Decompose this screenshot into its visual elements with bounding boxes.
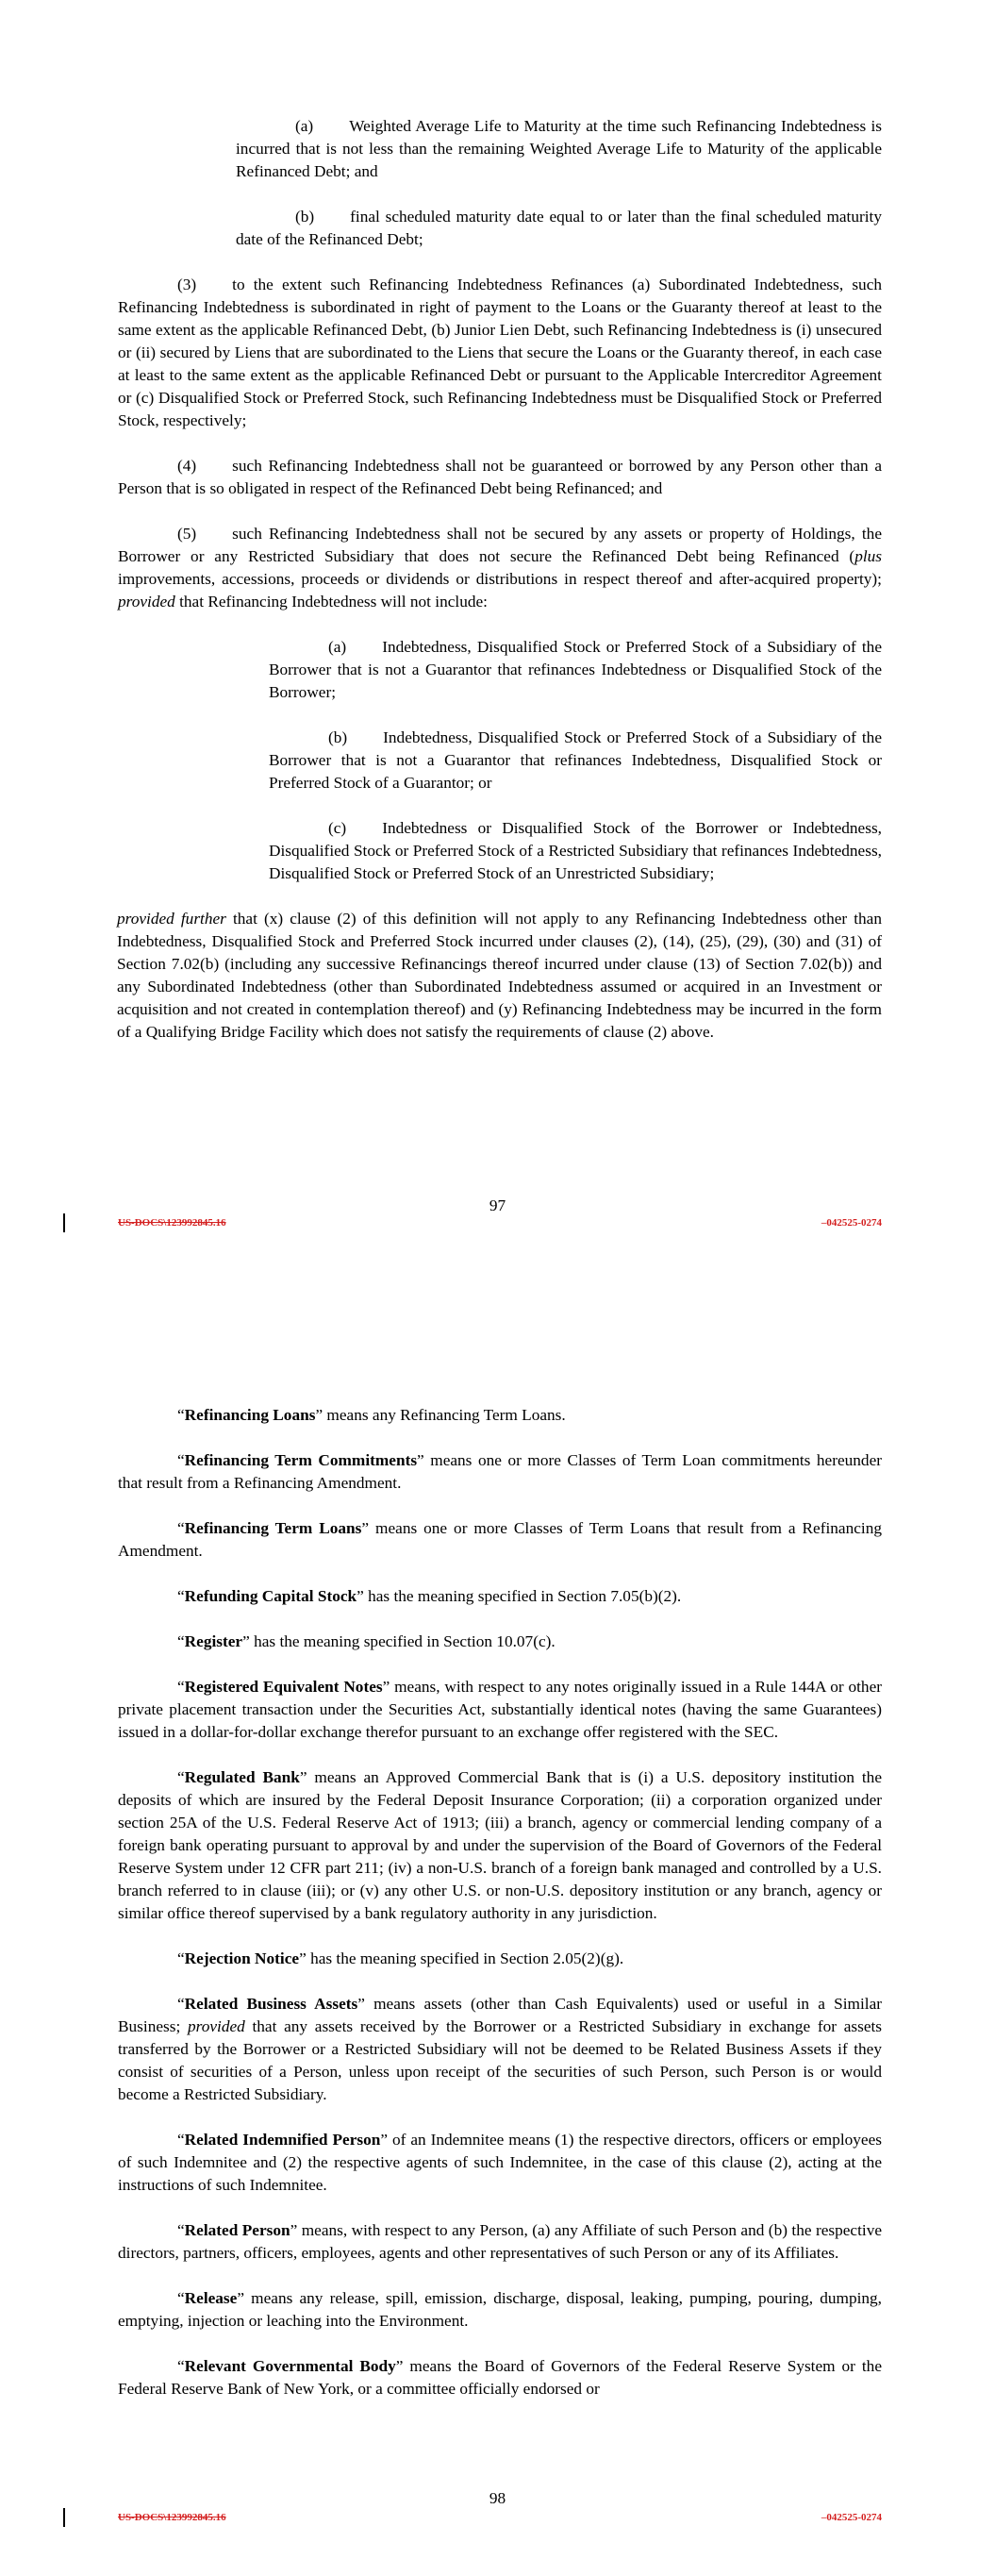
definition-registered-equivalent-notes: “Registered Equivalent Notes” means, with respect to any notes originally issued in a Rule 144A or other private placement transaction under the Securities Act, substantially identical notes (having the same Guarantees) issued in a dollar-for-dollar exchange therefor pursuant to an exchange offer registered with the SEC. — [118, 1678, 882, 1741]
definition-refinancing-term-loans: “Refinancing Term Loans” means one or more Classes of Term Loans that result from a Refinancing Amendment. — [118, 1519, 882, 1560]
definition-refunding-capital-stock: “Refunding Capital Stock” has the meaning specified in Section 7.05(b)(2). — [177, 1587, 682, 1605]
definition-register: “Register” has the meaning specified in Section 10.07(c). — [177, 1632, 556, 1650]
definition-refinancing-loans: “Refinancing Loans” means any Refinancing Term Loans. — [177, 1406, 566, 1424]
clause-5-security: (5) such Refinancing Indebtedness shall not be secured by any assets or property of Holdings, the Borrower or any Restricted Subsidiary that does not secure the Refinanced Debt being Refinanced (plus improvements, accessions, proceeds or dividends or distributions in respect thereof and after-acquired property); provided that Refinancing Indebtedness will not include: — [118, 525, 882, 611]
definition-rejection-notice: “Rejection Notice” has the meaning specified in Section 2.05(2)(g). — [177, 1949, 624, 1967]
page-97-body — [118, 115, 882, 1066]
exclusion-c: (c) Indebtedness or Disqualified Stock of the Borrower or Indebtedness, Disqualified Stock or Preferred Stock of a Restricted Subsidiary that refinances Indebtedness, Disqualified Stock or Preferred Stock of an Unrestricted Subsidiary; — [269, 819, 882, 882]
footer-doc-id: US-DOCS\123992845.16 — [118, 2512, 226, 2523]
footer-matter-id: –042525-0274 — [821, 1217, 882, 1229]
footer-doc-id: US-DOCS\123992845.16 — [118, 1217, 226, 1229]
exclusion-a: (a) Indebtedness, Disqualified Stock or Preferred Stock of a Subsidiary of the Borrower that is not a Guarantor that refinances Indebtedness or Disqualified Stock of the Borrower; — [269, 638, 882, 701]
definition-regulated-bank: “Regulated Bank” means an Approved Commercial Bank that is (i) a U.S. depository institution the deposits of which are insured by the Federal Deposit Insurance Corporation; (ii) a corporation organized under section 25A of the U.S. Federal Reserve Act of 1913; (iii) a branch, agency or commercial lending company of a foreign bank operating pursuant to approval by and under the supervision of the Board of Governors of the Federal Reserve System under 12 CFR part 211; (iv) a non-U.S. branch of a foreign bank managed and controlled by a U.S. branch referred to in clause (iii); or (v) any other U.S. or non-U.S. depository institution or any branch, agency or similar office thereof supervised by a bank regulatory authority in any jurisdiction. — [118, 1768, 882, 1922]
clause-3-subordination: (3) to the extent such Refinancing Indebtedness Refinances (a) Subordinated Indebtedness, such Refinancing Indebtedness is subordinated in right of payment to the Loans or the Guaranty thereof at least to the same extent as the applicable Refinanced Debt, (b) Junior Lien Debt, such Refinancing Indebtedness is (i) unsecured or (ii) secured by Liens that are subordinated to the Liens that secure the Loans or the Guaranty thereof, in each case at least to the same extent as the applicable Refinanced Debt or pursuant to the Applicable Intercreditor Agreement or (c) Disqualified Stock or Preferred Stock, such Refinancing Indebtedness must be Disqualified Stock or Preferred Stock, respectively; — [118, 276, 882, 429]
page-number: 98 — [489, 2489, 506, 2507]
page-98 — [0, 1293, 995, 2576]
definition-release: “Release” means any release, spill, emission, discharge, disposal, leaking, pumping, pouring, dumping, emptying, injection or leaching into the Environment. — [118, 2289, 882, 2330]
provided-further-paragraph: provided further that (x) clause (2) of this definition will not apply to any Refinancing Indebtedness other than Indebtedness, Disqualified Stock and Preferred Stock incurred under clauses (2), (14), (25), (29), (30) and (31) of Section 7.02(b) (including any successive Refinancings thereof incurred under clause (13) of Section 7.02(b)) and any Subordinated Indebtedness (other than Subordinated Indebtedness assumed or acquired in an Investment or acquisition and not created in contemplation thereof) and (y) Refinancing Indebtedness may be incurred in the form of a Qualifying Bridge Facility which does not satisfy the requirements of clause (2) above. — [117, 910, 882, 1041]
revision-bar — [63, 2508, 65, 2527]
definition-related-business-assets: “Related Business Assets” means assets (other than Cash Equivalents) used or useful in a Similar Business; provided that any assets received by the Borrower or a Restricted Subsidiary in exchange for assets transferred by the Borrower or a Restricted Subsidiary will not be deemed to be Related Business Assets if they consist of securities of a Person, unless upon receipt of the securities of such Person, such Person is or would become a Restricted Subsidiary. — [118, 1995, 883, 2103]
clause-a-weighted-average: (a) Weighted Average Life to Maturity at the time such Refinancing Indebtedness is incurred that is not less than the remaining Weighted Average Life to Maturity of the applicable Refinanced Debt; and — [236, 117, 882, 180]
clause-4-guarantee: (4) such Refinancing Indebtedness shall not be guaranteed or borrowed by any Person other than a Person that is so obligated in respect of the Refinanced Debt being Refinanced; and — [118, 457, 882, 497]
definition-relevant-governmental-body: “Relevant Governmental Body” means the Board of Governors of the Federal Reserve System or the Federal Reserve Bank of New York, or a committee officially endorsed or — [118, 2357, 882, 2398]
exclusion-b: (b) Indebtedness, Disqualified Stock or Preferred Stock of a Subsidiary of the Borrower that is not a Guarantor that refinances Indebtedness, Disqualified Stock or Preferred Stock of a Guarantor; or — [269, 728, 882, 792]
footer-matter-id: –042525-0274 — [821, 2512, 882, 2523]
definition-related-indemnified-person: “Related Indemnified Person” of an Indemnitee means (1) the respective directors, officers or employees of such Indemnitee and (2) the respective agents of such Indemnitee, in the case of this clause (2), acting at the instructions of such Indemnitee. — [118, 2131, 883, 2194]
page-98-body — [118, 1404, 882, 2423]
clause-b-maturity: (b) final scheduled maturity date equal to or later than the final scheduled maturity date of the Refinanced Debt; — [236, 208, 882, 248]
definition-related-person: “Related Person” means, with respect to any Person, (a) any Affiliate of such Person and (b) the respective directors, partners, officers, employees, agents and other representatives of such Person or any of its Affiliates. — [118, 2221, 883, 2262]
revision-bar — [63, 1213, 65, 1232]
definition-refinancing-term-commitments: “Refinancing Term Commitments” means one or more Classes of Term Loan commitments hereunder that result from a Refinancing Amendment. — [118, 1451, 882, 1492]
page-number: 97 — [489, 1196, 506, 1214]
